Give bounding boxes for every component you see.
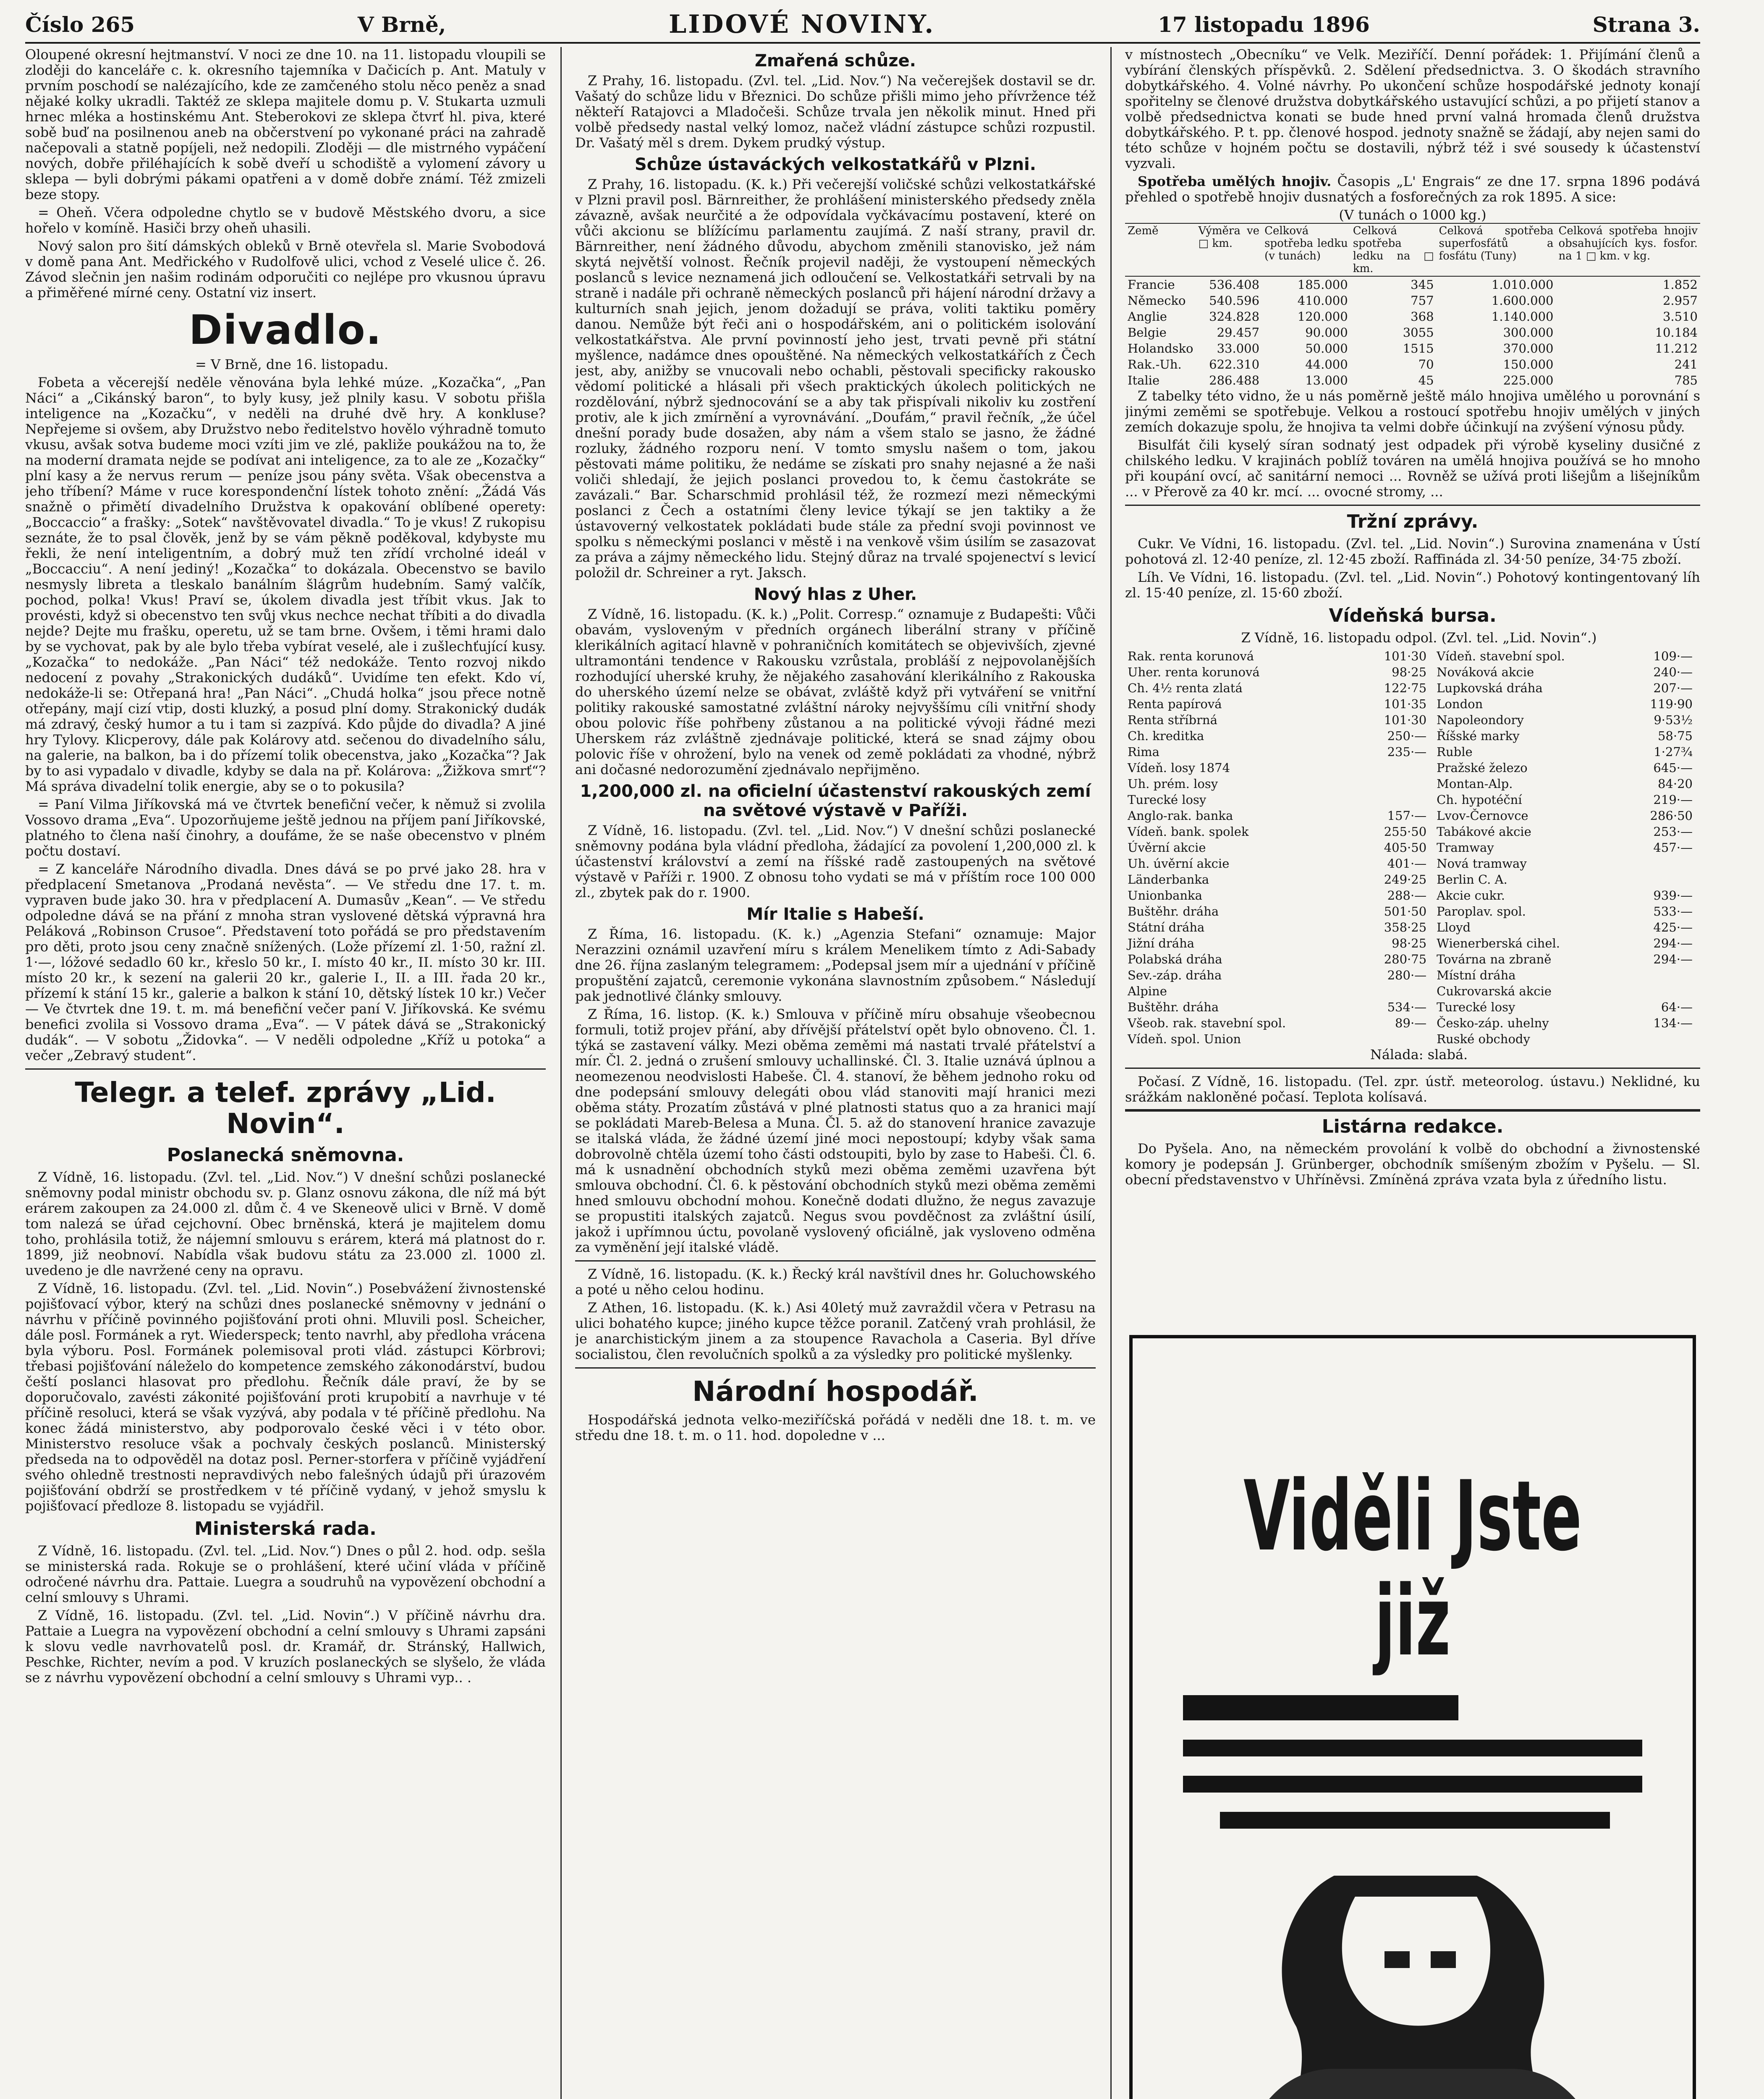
article-min-1: Z Vídně, 16. listopadu. (Zvl. tel. „Lid. Nov.“) Dnes o půl 2. hod. odp. sešla se ministerská rada. Rokuje se o prohlášení, které učiní vláda v příčině odročené návrhu dra. Pattaie. Luegra a soudruhů na vypovězení obchodní a celní smlouvy s Uhrami. xyxy=(25,1543,546,1605)
article-hospodarska: Hospodářská jednota velko-meziříčská pořádá v neděli dne 18. t. m. ve středu dne 18. t. m. o 11. hod. dopoledne v ... xyxy=(575,1412,1096,1443)
table-cell: 622.310 xyxy=(1209,357,1260,372)
table-cell: 2.957 xyxy=(1662,293,1698,308)
bursa-item: Tabákové akcie xyxy=(1437,824,1531,839)
table-cell: 368 xyxy=(1411,309,1434,324)
table-cell: 45 xyxy=(1418,373,1434,387)
table-cell: 1.140.000 xyxy=(1491,309,1554,324)
bursa-item: Nováková akcie xyxy=(1437,665,1534,679)
bursa-row xyxy=(1125,951,1700,967)
table-cell: Belgie xyxy=(1128,325,1167,340)
article-tabelka: Z tabelky této vidno, že u nás poměrně ještě málo hnojiva umělého u porovnání s jinými zeměmi se spotřebuje. Velkou a rostoucí spotřebu hnojiv umělých v jiných zemích dokazuje spolu, že hnojiva ta velmi dobře účinkují na zvýšení výnosu půdy. xyxy=(1125,388,1700,435)
bursa-price: 250·— xyxy=(1387,729,1427,743)
bursa-price: 109·— xyxy=(1653,649,1693,663)
table-cell: 370.000 xyxy=(1503,341,1554,356)
issue-date: 17 listopadu 1896 xyxy=(1158,12,1370,37)
column-1 xyxy=(25,47,546,2099)
bursa-row xyxy=(1125,664,1700,680)
bursa-price xyxy=(1625,872,1700,887)
bursa-item: Tramway xyxy=(1437,840,1494,855)
table-cell: 44.000 xyxy=(1305,357,1348,372)
table-cell: Holandsko xyxy=(1128,341,1193,356)
table-body xyxy=(1125,276,1700,388)
bursa-mood: Nálada: slabá. xyxy=(1370,1047,1468,1063)
table-cell: 345 xyxy=(1411,277,1434,292)
bursa-row xyxy=(1125,856,1700,872)
bursa-price xyxy=(1625,967,1700,983)
bursa-item: Wienerberská cihel. xyxy=(1437,936,1560,950)
bursa-item: Uh. prém. losy xyxy=(1128,777,1218,791)
bursa-item: Unionbanka xyxy=(1128,888,1202,903)
bursa-price xyxy=(1359,1031,1434,1047)
article-athen: Z Athen, 16. listopadu. (K. k.) Asi 40letý muž zavraždil včera v Petrasu na ulici bohatého kupce; jiného kupce těžce poranil. Zatčený vrah prohlásil, že je anarchistickým jinem a za stoupence Ravachola a Caseria. Byl dříve socialistou, člen revolučních spolků a za výsledky pro politické myšlenky. xyxy=(575,1300,1096,1362)
bursa-row xyxy=(1125,1015,1700,1031)
bursa-price: 84·20 xyxy=(1657,777,1693,791)
table-header-cell: Země xyxy=(1125,223,1196,276)
bursa-price: 98·25 xyxy=(1392,936,1427,950)
bursa-item: Buštěhr. dráha xyxy=(1128,904,1219,919)
bursa-row xyxy=(1125,872,1700,887)
bursa-price: 280·75 xyxy=(1384,952,1427,966)
bursa-item: Česko-záp. uhelny xyxy=(1437,1016,1549,1030)
fertilizer-table xyxy=(1125,223,1700,388)
table-cell: 29.457 xyxy=(1217,325,1260,340)
heading-ministerska: Ministerská rada. xyxy=(194,1518,377,1539)
bursa-item: Pražské železo xyxy=(1437,761,1528,775)
ad-headline-line-2: již xyxy=(1374,1565,1451,1678)
divider xyxy=(1125,1068,1700,1069)
table-cell: 150.000 xyxy=(1503,357,1554,372)
bursa-row xyxy=(1125,776,1700,792)
divider xyxy=(575,1367,1096,1369)
bursa-price: 358·25 xyxy=(1384,920,1427,934)
heading-listarna: Listárna redakce. xyxy=(1322,1116,1504,1137)
bursa-item: Vídeň. spol. Union xyxy=(1128,1032,1241,1046)
divider-heavy xyxy=(1125,1109,1700,1112)
bursa-item: Lvov-Černovce xyxy=(1437,809,1528,823)
article-kancelar: = Z kanceláře Národního divadla. Dnes dává se po prvé jako 28. hra v předplacení Smetanova „Prodaná nevěsta“. — Ve středu dne 17. t. m. vypraven bude jako 30. hra v předplacení A. Dumasův „Kean“. — Ve středu odpoledne dává se na přání z mnoha stran vyslovené dětská výpravná hra Peláková „Robinson Crusoe“. Představení toto pořádá se pro představením pro děti, proto jsou ceny značně snížených. (Lože přízemí zl. 1·50, ražní zl. 1·—, lóžové sedadlo 60 kr., křeslo 50 kr., I. místo 40 kr., II. místo 30 kr. III. místo 20 kr., k sezení na galerii 20 kr., galerie I., II. a III. řada 20 kr., přízemí k stání 15 kr., galerie a balkon k stání 10, dětský lístek 10 kr.) Večer — Ve čtvrtek dne 19. t. m. má benefiční večer paní V. Jiříkovská. Ke svému benefici zvolila si Vossovo drama „Eva“. — V pátek dává se „Strakonický dudák“. — V sobotu „Židovka“. — V neděli odpoledne „Kříž u potoka“ a večer „Zebravý student“. xyxy=(25,861,546,1063)
bursa-price: 235·— xyxy=(1387,745,1427,759)
bursa-price: 255·50 xyxy=(1384,824,1427,839)
bursa-row xyxy=(1125,792,1700,808)
article-posl-2: Z Vídně, 16. listopadu. (Zvl. tel. „Lid. Novin“.) Posebvážení živnostenské pojišťovací výbor, který na schůzi dnes poslanecké sněmovny v jednání o návrhu v příčině povinného pojišťování proti ohni. Mluvili posl. Scheicher, dále posl. Formánek a ryt. Wiederspeck; tento navrhl, aby předloha vrácena byla výboru. Posl. Formánek polemisoval proti vlád. zástupci Körbrovi; třebasi pojišťování náleželo do kompetence zemského zákonodárství, budou čeští poslanci hlasovat pro předlohu. Řečník dále praví, že by se doporučovalo, zavésti zákonité pojišťování proti krupobití a navrhuje v té příčině resoluci, která se však vyzývá, aby podala v té příčině předlohu. Na konec žádá ministerstvo, aby podporovalo české věci i v této obor. Ministerstvo resoluce však a pochvaly českých poslanců. Ministerský předseda na to odpověděl na dotaz posl. Perner-storfera v příčině vyjádření svého ohledně trestnosti nepravdivých nebo falešných údajů při úrazovém pojišťování obdrží se prostředkem v té příčině vydaný, v jehož smyslu k pojišťovací předloze 8. listopadu se vyjádřil. xyxy=(25,1280,546,1514)
table-cell: 757 xyxy=(1411,293,1434,308)
bursa-item: Ruské obchody xyxy=(1437,1032,1530,1046)
section-telegramy: Telegr. a telef. zprávy „Lid. Novin“. xyxy=(75,1076,496,1140)
bursa-price: 122·75 xyxy=(1384,681,1427,695)
bursa-item: London xyxy=(1437,697,1483,711)
table-row xyxy=(1125,340,1700,356)
column-rule-2 xyxy=(1110,47,1112,2099)
bursa-item: Renta stříbrná xyxy=(1128,713,1217,727)
table-cell: 11.212 xyxy=(1655,341,1698,356)
bursa-price: 157·— xyxy=(1387,809,1427,823)
bursa-item: Rima xyxy=(1128,745,1159,759)
bursa-price: 939·— xyxy=(1653,888,1693,903)
ad-illustration xyxy=(1158,1850,1674,2099)
bursa-item: Továrna na zbraně xyxy=(1437,952,1552,966)
bursa-row xyxy=(1125,983,1700,999)
bursa-row xyxy=(1125,744,1700,760)
article-min-2: Z Vídně, 16. listopadu. (Zvl. tel. „Lid. Novin“.) V příčině návrhu dra. Pattaie a Luegra na vypovězení obchodní a celní smlouvy s Uhrami zapsáni k slovu vedle navrhovatelů posl. dr. Kramář, dr. Stránský, Hallwich, Peschke, Richter, nevím a pod. V kruzích poslaneckých se slyšelo, že vláda se z návrhu vypovězení obchodní a celní smlouvy s Uhrami vyp.. . xyxy=(25,1607,546,1685)
heading-spotreba: Spotřeba umělých hnojiv. xyxy=(1138,173,1332,189)
bursa-row xyxy=(1125,887,1700,903)
issue-number: Číslo 265 xyxy=(25,12,135,37)
city-line: V Brně, xyxy=(357,12,446,37)
bursa-item: Montan-Alp. xyxy=(1437,777,1513,791)
table-row xyxy=(1125,325,1700,340)
column-2 xyxy=(575,47,1096,2099)
bursa-price xyxy=(1359,792,1434,808)
bursa-item: Ch. kreditka xyxy=(1128,729,1204,743)
bursa-row xyxy=(1125,1031,1700,1047)
bursa-price: 207·— xyxy=(1653,681,1693,695)
bursa-price: 9·53½ xyxy=(1654,713,1693,727)
table-header-cell: Výměra ve □ km. xyxy=(1196,223,1262,276)
column-rule-1 xyxy=(560,47,562,2099)
bursa-row xyxy=(1125,999,1700,1015)
bursa-item: Polabská dráha xyxy=(1128,952,1222,966)
ad-bar xyxy=(1183,1740,1642,1756)
article-novy-hlas: Z Vídně, 16. listopadu. (K. k.) „Polit. Corresp.“ oznamuje z Budapešti: Vůči obavám, vysloveným v předních orgánech liberální strany v příčině klerikálních agitací hlavně v pohraničních komitátech se objevivších, zjevné ultramontáni tendence v Rakousku vzrůstala, probláší z nejpovolanějších rozhodující uherské kruhy, že nějakého zasahování klerikálního z Rakouska do uherského území nelze se obávat, zvláště když při vytváření se vnitřní politiky rakouské samostatné zvláštní nároky nejvyššímu cíli vnitřní shody obou polovic říše pohřbeny zůstanou a na politické vývoji řádné mezi Uherskem ráz zvláštně zjednávaje politické, která se snad zájmy obou polovic říše v ohrožení, bylo na venek od země pokládati za vhodné, nýbrž ani dočasné nedorozumění zjednávalo nepřijměno. xyxy=(575,606,1096,777)
table-caption: (V tunách o 1000 kg.) xyxy=(1339,207,1487,223)
article-mir-1: Z Říma, 16. listopadu. (K. k.) „Agenzia Stefani“ oznamuje: Major Nerazzini oznámil uzavření míru s králem Menelikem tímto z Adi-Sabady dne 26. října zaslaným telegramem: „Podepsal jsem mír a ujednání v příčině propuštění zajatců, ceremonie vykonána slavnostním způsobem.“ Následují pak jednotlivé články smlouvy. xyxy=(575,926,1096,1004)
divider xyxy=(1125,505,1700,506)
bursa-row xyxy=(1125,696,1700,712)
bursa-item: Říšské marky xyxy=(1437,729,1520,743)
bursa-item: Uh. úvěrní akcie xyxy=(1128,856,1230,871)
bursa-item: Rak. renta korunová xyxy=(1128,649,1254,663)
article-zmarena: Z Prahy, 16. listopadu. (Zvl. tel. „Lid. Nov.“) Na večerejšek dostavil se dr. Vašatý do schůze lidu v Březnici. Do schůze přišli mimo jeho přívržence též někteří Ratajovci a Mladočeši. Schůze trvala jen několik minut. Hned při volbě předsedy nastal velký lomoz, načež vládní zástupce schůzi rozpustil. Dr. Vašatý měl s drem. Dykem prudký výstup. xyxy=(575,73,1096,151)
bursa-price: 101·35 xyxy=(1384,697,1427,711)
section-divadlo: Divadlo. xyxy=(189,306,382,353)
table-cell: Anglie xyxy=(1128,309,1167,324)
bursa-item: Úvěrní akcie xyxy=(1128,840,1206,855)
bursa-price: 98·25 xyxy=(1392,665,1427,679)
table-cell: 225.000 xyxy=(1503,373,1554,387)
table-cell: Francie xyxy=(1128,277,1175,292)
table-header-cell: Celková spotřeba ledku na □ km. xyxy=(1350,223,1437,276)
heading-trzni: Tržní zprávy. xyxy=(1347,511,1479,532)
bursa-item: Länderbanka xyxy=(1128,872,1209,887)
article-vystava: Z Vídně, 16. listopadu. (Zvl. tel. „Lid. Nov.“) V dnešní schůzi poslanecké sněmovny podána byla vládní předloha, žádající za povolení 1,200,000 zl. k účastenství království a zemí na říšské radě zastoupených na světové výstavě v Paříži r. 1900. Z obnosu toho vydati se má v příštím roce 100 000 zl., zbytek pak do r. 1900. xyxy=(575,822,1096,900)
table-cell: Německo xyxy=(1128,293,1186,308)
section-narodni-hospodar: Národní hospodář. xyxy=(692,1375,979,1408)
bursa-row xyxy=(1125,919,1700,935)
bursa-item: Vídeň. stavební spol. xyxy=(1437,649,1565,663)
ad-headline-line-1: Viděli Jste xyxy=(1243,1460,1582,1573)
bursa-item: Napoleondory xyxy=(1437,713,1524,727)
bursa-price: 401·— xyxy=(1387,856,1427,871)
advertisement-zlata-praha xyxy=(1129,1335,1696,2099)
spotreba-text: Časopis „L' Engrais“ ze dne 17. srpna 1896 podává přehled o spotřebě hnojiv dusnatých a fosforečných za rok 1895. A sice: xyxy=(1125,173,1700,205)
bursa-price: 101·30 xyxy=(1384,649,1427,663)
bursa-item: Akcie cukr. xyxy=(1437,888,1505,903)
table-cell: 1.600.000 xyxy=(1491,293,1554,308)
bursa-price: 58·75 xyxy=(1657,729,1693,743)
bursa-price: 280·— xyxy=(1387,968,1427,982)
bursa-item: Vídeň. losy 1874 xyxy=(1128,761,1230,775)
table-cell: 120.000 xyxy=(1297,309,1348,324)
bursa-row xyxy=(1125,967,1700,983)
bursa-row xyxy=(1125,903,1700,919)
table-header-cell: Celková spotřeba superfosfátů a fosfátu (Tuny) xyxy=(1437,223,1556,276)
heading-novy-hlas: Nový hlas z Uher. xyxy=(754,585,917,604)
table-cell: 3.510 xyxy=(1662,309,1698,324)
bursa-price: 134·— xyxy=(1653,1016,1693,1030)
bursa-price: 501·50 xyxy=(1384,904,1427,919)
heading-velkostatkari: Schůze ústaváckých velkostatkářů v Plzni. xyxy=(634,155,1036,174)
table-cell: 1.852 xyxy=(1662,277,1698,292)
table-row xyxy=(1125,356,1700,372)
heading-mir: Mír Italie s Habeší. xyxy=(746,905,924,924)
bursa-item: Ch. hypotéční xyxy=(1437,793,1522,807)
ad-decorative-bars xyxy=(1183,1695,1642,1848)
table-cell: 286.488 xyxy=(1209,373,1260,387)
bursa-item: Vídeň. bank. spolek xyxy=(1128,824,1249,839)
article-spotreba-intro xyxy=(1125,174,1700,205)
table-cell: 241 xyxy=(1674,357,1698,372)
bursa-price: 219·— xyxy=(1653,793,1693,807)
article-listarna: Do Pyšela. Ano, na německém provolání k volbě do obchodní a živnostenské komory je podepsán J. Grünberger, obchodník smíšeným zbožím v Pyšelu. — Sl. obecní představenstvo v Uhříněvsi. Zmíněná zpráva vzata byla z úředního listu. xyxy=(1125,1141,1700,1188)
bursa-item: Lupkovská dráha xyxy=(1437,681,1543,695)
table-cell: 410.000 xyxy=(1297,293,1348,308)
bursa-item: Všeob. rak. stavební spol. xyxy=(1128,1016,1286,1030)
table-header-row xyxy=(1125,223,1700,276)
heading-vystava: 1,200,000 zl. na oficielní účastenství rakouských zemí na světové výstavě v Paříži. xyxy=(580,782,1091,820)
article-recky-kral: Z Vídně, 16. listopadu. (K. k.) Řecký král navštívil dnes hr. Goluchowského a poté u něho celou hodinu. xyxy=(575,1266,1096,1298)
bursa-price: 457·— xyxy=(1653,840,1693,855)
article-mir-2: Z Říma, 16. listop. (K. k.) Smlouva v příčině míru obsahuje všeobecnou formuli, totiž projev přání, aby dřívější přátelství opět bylo obnoveno. Čl. 1. týká se zastavení války. Mezi oběma zeměmi má nastati trvalé přátelství a mír. Čl. 2. jedná o zrušení smlouvy uchallinské. Čl. 3. Italie uznává úplnou a neomezenou neodvislosti Habeše. Čl. 4. stanoví, že během jednoho roku od dne podepsání smlouvy delegáti obou vlád stanoviti mají hranici mezi oběma státy. Prozatím zůstává v plné platnosti status quo a za hranici mají se pokládati Mareb-Belesa a Muna. Čl. 5. až do stanovení hranice zavazuje se italská vláda, že žádné území jiné moci nepostoupí; kdyby však sama dobrovolně chtěla území toho části odstoupiti, bylo by zase to Habeši. Čl. 6. má k usnadnění obchodních styků mezi oběma zeměmi uzavřena být smlouva obchodní. Čl. 6. k pěstování obchodních styků mezi oběma zeměmi hned smlouvu obchodní mohou. Konečně dodati dlužno, že negus zavazuje se propustiti italských zajatců. Negus svou povděčnost za zvláštní úsilí, jakož i upřímnou úctu, povolaně vyslovený oficiálně, jak vysloveno odměna za vyměnění její italské vládě. xyxy=(575,1006,1096,1255)
article-salon: Nový salon pro šití dámských obleků v Brně otevřela sl. Marie Svobodová v domě pana Ant. Medřického v Rudolfově ulici, vchod z Veselé ulice č. 26. Závod slečnin jen našim rodinám odporučiti co nejlépe pro vkusnou úpravu a přiměřené mírné ceny. Ostatní viz insert. xyxy=(25,238,546,301)
bursa-price xyxy=(1359,760,1434,776)
ad-bar xyxy=(1183,1695,1458,1720)
bursa-item: Ruble xyxy=(1437,745,1473,759)
table-cell: 324.828 xyxy=(1209,309,1260,324)
article-obecnik: v místnostech „Obecníku“ ve Velk. Meziříčí. Denní pořádek: 1. Přijímání členů a vybírání členských příspěvků. 2. Sdělení předsednictva. 3. O škodách stravního dobytkářského. 4. Volné návrhy. Po ukončení schůze hospodářské jednoty konají spořitelny se členové družstva dobytkářského ustavující schůzi, a po přijetí stanov a volbě předsednictva konati se bude hned první valná hromada členů družstva dobytkářského. P. t. pp. členové hospod. jednoty snažně se žádají, aby nejen sami do této schůze v hojném počtu se dostavili, nýbrž též i své sousedy k účastenství vyzvali. xyxy=(1125,47,1700,171)
bursa-item: Buštěhr. dráha xyxy=(1128,1000,1219,1014)
article-divadlo: Fobeta a věcerejší neděle věnována byla lehké múze. „Kozačka“, „Pan Náci“ a „Cikánský baron“, to byly kusy, jež plnily kasu. V sobotu přišla inteligence na „Kozačku“, v neděli na druhé dvě hry. A konkluse? Nepřejeme si ovšem, aby Družstvo nebo ředitelstvo hovělo výhradně tomuto vkusu, avšak sotva budeme moci vzíti jim ve zlé, pakliže poukážou na to, že na moderní dramata nejde se podívat ani inteligence, za to ale ze „Kozačky“ plní kasy a že nervus rerum — peníze jsou pány světa. Však obecenstva a jeho tříbení? Máme v ruce korespondenční lístek tohoto znění: „Žádá Vás snažně o přimětí divadelního Družstva k opakování oblíbené operety: „Boccaccio“ a frašky: „Sotek“ navštěvovatel divadla.“ To je vkus! Z rukopisu seznáte, že to psal člověk, jenž by se vám pěkně poděkoval, kdybyste mu řekli, že není inteligentním, a dobrý muž ten zřídí vrcholné ideál v „Boccacciu“. A není jediný! „Kozačka“ to dokázala. Obecenstvo se bavilo nesmysly libreta a tleskalo banálním šlágrům hudebním. Samý valčík, pochod, polka! Vkus! Praví se, úkolem divadla jest tříbit vkus. Jak to provésti, když si obecenstvo ten svůj vkus nechce nechat tříbiti a do divadla nejde? Dejte mu frašku, operetu, už se tam brne. Ovšem, i těmi hrami dalo by se vychovat, pak by ale bylo třeba vybírat veselé, ale i zušlechťující kusy. „Kozačka“ to nedokáže. „Pan Náci“ též nedokáže. Tento rozvoj nikdo nedocení z povahy „Strakonických dudáků“. Uvidíme ten efekt. Kdo ví, nedokáže-li se: Otřepaná hra! „Pan Náci“. „Chudá holka“ jsou přece notně otřepány, mají cizí vtip, dosti kluzký, a posud plní domy. Strakonický dudák má zdravý, český humor a tu i tam si zazpívá. Kdo půjde do divadla? A jiné hry Tylovy. Klicperovy, dále pak Kolárovy atd. sečenou do divadelního sálu, na galerie, na balkon, ba i do přízemí tolik obecenstva, jako „Kozačka“? Jak by to asi vypadalo v divadle, kdyby se dala na př. Kolárova: „Žižkova smrť“? Má správa divadelní tolik energie, aby se o to pokusila? xyxy=(25,374,546,794)
bursa-price: 1·27¾ xyxy=(1654,745,1693,759)
bursa-body xyxy=(1125,648,1700,1047)
divider xyxy=(575,1260,1096,1261)
table-cell: Italie xyxy=(1128,373,1160,387)
bursa-item: Místní dráha xyxy=(1437,968,1516,982)
bursa-item: Paroplav. spol. xyxy=(1437,904,1526,919)
table-cell: 33.000 xyxy=(1217,341,1260,356)
bursa-row xyxy=(1125,712,1700,728)
bursa-price: 119·90 xyxy=(1650,697,1693,711)
table-row xyxy=(1125,293,1700,309)
table-cell: 536.408 xyxy=(1209,277,1260,292)
article-velkostatkari: Z Prahy, 16. listopadu. (K. k.) Při večerejší voličské schůzi velkostatkářské v Plzni pravil posl. Bärnreither, že prohlášení ministerského předsedy zněla závazně, avšak neurčité a že odpovídala vyčkávacímu postavení, které on vůči akcionu se blížícímu parlamentu zaujímá. Z naší strany, pravil dr. Bärnreither, není žádného důvodu, abychom změnili stanovisko, jež nám skytá největší volnost. Řečník projevil naději, že vystoupení německých poslanců s levice neznamená jich odloučení se. Velkostatkáři setrvali by na straně i nadále při ochraně německých poslanců při hájení národní državy a kulturních snah jejich, jenom dožadují se práva, voliti taktiku pomĕry danou. Nemůže být řeči ani o hospodářském, ani o politickém isolování velkostatkářstva. Ale první povinností jeho jest, trvati pevně při státní myšlence, nadámce dnes opouštěné. Na německých velkostatkářích z Čech jest, aby, anižby se vnucovali nebo ochabli, pěstovali specificky rakousko vědomí politické a hlásali při všech praktických úkolech politických ne rozdělování, nýbrž sjednocování se a aby tak přispívali nikoliv ku zostření protiv, ale k jich zmírnění a vyrovnávání. „Doufám,“ pravil řečník, „že účel dnešní porady bude dosažen, aby nám a všem stalo se jasno, že žádné rozluky, žádného rozporu není. V tomto smyslu našem o tom, jakou pěstovati máme politiku, že nedáme se získati pro snahy nejasné a že naši voliči shledají, že jejich poslanci provedou to, k čemu častokráte se zavázali.“ Bar. Scharschmid prohlásil též, že rozmezí mezi německými poslanci z Čech a ostatními členy levice týkají se jen taktiky a že ústavoverný velkostatek pokládati bude stále za přední svoji povinnost ve spolku s německými poslanci v městě i na venkově všim úsilím se zasazovat za práva a zájmy německého lidu. Stejný důraz na trvalé spojenectví s levicí položil dr. Schreiner a ryt. Jaksch. xyxy=(575,176,1096,581)
bursa-row xyxy=(1125,935,1700,951)
ad-bar xyxy=(1220,1812,1610,1829)
bursa-price xyxy=(1359,776,1434,792)
divadlo-dateline: = V Brně, dne 16. listopadu. xyxy=(195,356,389,372)
masthead-rule xyxy=(25,42,1700,44)
bursa-row xyxy=(1125,680,1700,696)
table-cell: 13.000 xyxy=(1305,373,1348,387)
table-row xyxy=(1125,372,1700,388)
bursa-item: Sev.-záp. dráha xyxy=(1128,968,1222,982)
ad-headline xyxy=(1239,1460,1586,1678)
bursa-row xyxy=(1125,648,1700,664)
article-ohen: = Oheň. Včera odpoledne chytlo se v budově Městského dvoru, a sice hořelo v komíně. Hasiči brzy oheň uhasili. xyxy=(25,204,546,236)
table-cell: 1515 xyxy=(1403,341,1434,356)
bursa-price: 64·— xyxy=(1661,1000,1693,1014)
bursa-row xyxy=(1125,808,1700,824)
table-row xyxy=(1125,309,1700,325)
bursa-price: 253·— xyxy=(1653,824,1693,839)
bursa-item: Státní dráha xyxy=(1128,920,1205,934)
table-cell: 1.010.000 xyxy=(1491,277,1554,292)
bursa-item: Alpine xyxy=(1128,984,1167,998)
bursa-price: 534·— xyxy=(1387,1000,1427,1014)
table-header-cell: Celková spotřeba ledku (v tunách) xyxy=(1262,223,1350,276)
bursa-price: 425·— xyxy=(1653,920,1693,934)
bursa-row xyxy=(1125,728,1700,744)
page-number: Strana 3. xyxy=(1592,12,1700,37)
bursa-item: Nová tramway xyxy=(1437,856,1527,871)
article-posl-1: Z Vídně, 16. listopadu. (Zvl. tel. „Lid. Nov.“) V dnešní schůzi poslanecké sněmovny podal ministr obchodu sv. p. Glanz osnovu zákona, dle níž má být erárem zakoupen za 24.000 zl. dům č. 4 ve Skeneově ulici v Brně. V domě tom nalezá se úřad cejchovní. Obec brněnská, která je majitelem domu toho, prohlásila totiž, že nájemní smlouvu s erárem, která má platnost do r. 1899, již neobnoví. Nabídla však budovu státu za 23.000 zl. 1000 zl. uvedeno je dle navržené ceny na opravu. xyxy=(25,1169,546,1278)
bursa-item: Uher. renta korunová xyxy=(1128,665,1260,679)
table-cell: 50.000 xyxy=(1305,341,1348,356)
table-header-cell: Celková spotřeba hnojiv obsahujících kys. fosfor. na 1 □ km. v kg. xyxy=(1556,223,1701,276)
bursa-row xyxy=(1125,824,1700,840)
heading-bursa: Vídeňská bursa. xyxy=(1329,605,1497,626)
table-cell: 10.184 xyxy=(1655,325,1698,340)
bursa-price: 645·— xyxy=(1653,761,1693,775)
bursa-item: Ch. 4½ renta zlatá xyxy=(1128,681,1243,695)
bursa-item: Anglo-rak. banka xyxy=(1128,809,1233,823)
table-cell: 540.596 xyxy=(1209,293,1260,308)
heading-zmarena: Zmařená schůze. xyxy=(754,51,916,71)
table-cell: 300.000 xyxy=(1503,325,1554,340)
bursa-item: Lloyd xyxy=(1437,920,1471,934)
table-cell: 90.000 xyxy=(1305,325,1348,340)
bursa-price: 89·— xyxy=(1395,1016,1427,1030)
masthead xyxy=(25,8,1700,41)
table-cell: 185.000 xyxy=(1297,277,1348,292)
bursa-price: 294·— xyxy=(1653,952,1693,966)
bursa-price: 294·— xyxy=(1653,936,1693,950)
divider xyxy=(25,1068,546,1070)
article-oloupene: Oloupené okresní hejtmanství. V noci ze dne 10. na 11. listopadu vloupili se zloději do kanceláře c. k. okresního tajemníka v Dačicích p. Ant. Matuly v prvním poschodí se nalézajícího, kde ze zamčeného stolu něco peněz a snad nějaké kolky ukradli. Taktéž ze sklepa majitele domu p. V. Stukarta uzmuli hrnec mléka a hostinskému Ant. Steberokovi ze sklepa čtvrť hl. piva, které sobě buď na posilnenou aneb na občerstvení po vykonané práci na zahradě načepovali a statně popíjeli, než nedopili. Zloději — dle mistrného vypáčení nových, dobře přiléhajících k sobě dveří u schodiště a vylomení závory u sklepa — byli dobrými pákami opatřeni a v domě dobře známí. Též zmizeli beze stopy. xyxy=(25,47,546,202)
bursa-price: 288·— xyxy=(1387,888,1427,903)
article-pocasi: Počasí. Z Vídně, 16. listopadu. (Tel. zpr. ústř. meteorolog. ústavu.) Neklidné, ku srážkám nakloněné počasí. Teplota kolísavá. xyxy=(1125,1073,1700,1105)
bursa-price: 249·25 xyxy=(1384,872,1427,887)
bursa-price xyxy=(1625,1031,1700,1047)
bursa-item: Cukrovarská akcie xyxy=(1437,984,1552,998)
table-cell: 785 xyxy=(1674,373,1698,387)
bursa-item: Turecké losy xyxy=(1128,793,1207,807)
paper-title: LIDOVÉ NOVINY. xyxy=(669,10,935,39)
bursa-item: Renta papírová xyxy=(1128,697,1222,711)
bursa-price xyxy=(1625,983,1700,999)
bursa-row xyxy=(1125,840,1700,856)
bursa-price: 405·50 xyxy=(1384,840,1427,855)
article-bisulfat: Bisulfát čili kyselý síran sodnatý jest odpadek při výrobě kyseliny dusičné z chilského ledku. V krajinách poblíž továren na umělá hnojiva používá se ho mnoho při koupání ovcí, ač sanitární nemoci ... Rovněž se užívá proti lišejům a lišejníkům ... v Přerově za 40 kr. mcí. ... ovocné stromy, ... xyxy=(1125,437,1700,500)
article-jirikovska: = Paní Vilma Jiříkovská má ve čtvrtek benefiční večer, k němuž si zvolila Vossovo drama „Eva“. Upozorňujeme ještě jednou na příjem paní Jiříkovské, platného to člena naší činohry, a doufáme, že se naše obecenstvo v plném počtu dostaví. xyxy=(25,796,546,859)
bursa-item: Turecké losy xyxy=(1437,1000,1515,1014)
bursa-price: 286·50 xyxy=(1650,809,1693,823)
bursa-table xyxy=(1125,648,1700,1047)
table-cell: Rak.-Uh. xyxy=(1128,357,1182,372)
bursa-price: 101·30 xyxy=(1384,713,1427,727)
bursa-item: Berlin C. A. xyxy=(1437,872,1508,887)
table-row xyxy=(1125,276,1700,293)
bursa-item: Jižní dráha xyxy=(1128,936,1195,950)
heading-poslanecka: Poslanecká sněmovna. xyxy=(167,1144,404,1166)
bursa-price xyxy=(1359,983,1434,999)
bursa-price xyxy=(1625,856,1700,872)
bursa-price: 240·— xyxy=(1653,665,1693,679)
article-cukr: Cukr. Ve Vídni, 16. listopadu. (Zvl. tel. „Lid. Novin“.) Surovina znamenána v Ústí pohotová zl. 12·40 peníze, zl. 12·45 zboží. Raffináda zl. 34·50 peníze, 34·75 zboží. xyxy=(1125,536,1700,567)
table-cell: 3055 xyxy=(1403,325,1434,340)
article-lih: Líh. Ve Vídni, 16. listopadu. (Zvl. tel. „Lid. Novin“.) Pohotový kontingentovaný líh zl. 15·40 peníze, zl. 15·60 zboží. xyxy=(1125,569,1700,601)
table-cell: 70 xyxy=(1418,357,1434,372)
bursa-row xyxy=(1125,760,1700,776)
bursa-dateline: Z Vídně, 16. listopadu odpol. (Zvl. tel. „Lid. Novin“.) xyxy=(1241,630,1597,646)
bursa-price: 533·— xyxy=(1653,904,1693,919)
ad-bar xyxy=(1183,1776,1642,1793)
